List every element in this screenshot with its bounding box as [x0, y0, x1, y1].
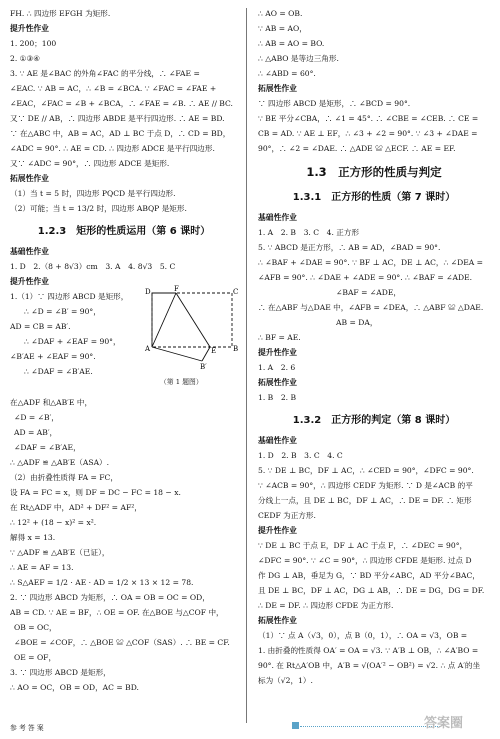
brace-line: ∠D = ∠B′， [14, 413, 59, 422]
segment-ab-prime [152, 347, 202, 361]
figure-block [10, 285, 238, 395]
text-line: 1. A 2. B 3. C 4. 正方形 [258, 228, 360, 237]
subheading: 拓展性作业 [258, 84, 297, 93]
text-line: 分线上一点，且 DE ⊥ BC，DF ⊥ AC，∴ DE = DF. ∴ 矩形 [258, 496, 472, 505]
section-title: 1.3.1 正方形的性质（第 7 课时） [292, 192, 456, 203]
column-divider [246, 8, 247, 723]
section-title: 1.2.3 矩形的性质运用（第 6 课时） [37, 226, 211, 237]
text-line: 1. B 2. B [258, 393, 297, 402]
text-line: 2. ①③④ [10, 54, 41, 63]
subheading: 拓展性作业 [258, 378, 297, 387]
text-line: 在△ADF 和△AB′E 中， [10, 398, 93, 407]
text-line: 1. D 2.（8 + 8√3）cm 3. A 4. 8√3 5. C [10, 262, 176, 271]
text-line: ∴ AB = AO = BO. [258, 39, 325, 48]
footer-dotted-rule [300, 726, 440, 727]
text-line: ∠EAC，∠FAC = ∠B + ∠BCA，∴ ∠FAE = ∠B. ∴ AE // BC. [10, 99, 233, 108]
text-line: AD = CB = AB′. [10, 322, 71, 331]
left-column [10, 6, 238, 695]
text-line: CEDF 为正方形. [258, 511, 316, 520]
text-line: 且 DE ⊥ BC，DF ⊥ AC，DG ⊥ AB，∴ DE = DG，DG = DF. [258, 586, 485, 595]
rectangle-fold-diagram [142, 285, 238, 377]
chapter-title: 1.3 正方形的性质与判定 [306, 165, 442, 179]
text-line: ∵ BE 平分∠CBA，∴ ∠1 = 45°. ∴ ∠CBE = ∠CEB. ∴ CE = [258, 114, 479, 123]
text-line: ∴ S△AEF = 1/2 · AE · AD = 1/2 × 13 × 12 = 78. [10, 578, 194, 587]
text-line: ∴ 12² + (18 − x)² = x². [10, 518, 97, 527]
text-line: FH. ∴ 四边形 EFGH 为矩形. [10, 9, 111, 18]
text-line: ∴ ∠DAF + ∠EAF = 90°， [24, 337, 121, 346]
brace-line: ∠BAF = ∠ADE， [336, 288, 401, 297]
text-line: 又∵ DE // AB，∴ 四边形 ABDE 是平行四边形. ∴ AE = BD. [10, 114, 225, 123]
subheading: 提升性作业 [10, 277, 49, 286]
text-line: ∵ 在△ABC 中，AB = AC，AD ⊥ BC 于点 D，∴ CD = BD， [10, 129, 231, 138]
text-line: 90°，∴ ∠2 = ∠DAE. ∴ △ADE ≌ △ECF. ∴ AE = EF. [258, 144, 456, 153]
text-line: 90°. 在 Rt△A′OB 中，A′B = √(OA′² − OB²) = √2. ∴ 点 A′的坐 [258, 661, 481, 670]
text-line: （1）∵ 点 A（√3，0），点 B（0，1），∴ OA = √3，OB = [258, 631, 468, 640]
label-b-prime: B′ [200, 363, 207, 371]
brace-line: AB = DA， [336, 318, 378, 327]
text-line: 又∵ ∠ADC = 90°，∴ 四边形 ADCE 是矩形. [10, 159, 170, 168]
label-f: F [174, 285, 179, 293]
text-line: 5. ∵ ABCD 是正方形，∴ AB = AD，∠BAD = 90°. [258, 243, 441, 252]
text-line: 1. D 2. B 3. C 4. C [258, 451, 343, 460]
brace-line: OB = OC， [14, 623, 57, 632]
text-line: ∴ ∠ABD = 60°. [258, 69, 316, 78]
brace-line: AD = AB′， [14, 428, 58, 437]
segment-b-prime-e [202, 347, 210, 361]
subheading: 提升性作业 [10, 24, 49, 33]
right-column [258, 6, 490, 688]
text-line: 1.（1）∵ 四边形 ABCD 是矩形， [10, 292, 129, 301]
text-line: 3. ∵ 四边形 ABCD 是矩形， [10, 668, 111, 677]
text-line: 设 FA = FC = x，则 DF = DC − FC = 18 − x. [10, 488, 181, 497]
text-line: ∠EAC. ∵ AB = AC，∴ ∠B = ∠BCA. ∵ ∠FAC = ∠FAE + [10, 84, 217, 93]
text-line: 作 DG ⊥ AB，垂足为 G，∵ BD 平分∠ABC，AD 平分∠BAC， [258, 571, 480, 580]
text-line: ∴ ∠D = ∠B′ = 90°， [24, 307, 101, 316]
text-line: 2. ∵ 四边形 ABCD 为矩形，∴ OA = OB = OC = OD， [10, 593, 210, 602]
text-line: 5. ∵ DE ⊥ BC，DF ⊥ AC，∴ ∠CED = 90°，∠DFC = 90°. [258, 466, 474, 475]
text-line: ∵ △ADF ≌ △AB′E（已证）， [10, 548, 110, 557]
label-a: A [145, 345, 151, 353]
text-line: ∴ AO = OB. [258, 9, 303, 18]
label-b: B [233, 345, 238, 353]
text-line: 在 Rt△ADF 中，AD² + DF² = AF²， [10, 503, 142, 512]
text-line: ∠ADC = 90°. ∴ AE = CD. ∴ 四边形 ADCE 是平行四边形. [10, 144, 215, 153]
brace-line: ∠BOE = ∠COF，∴ △BOE ≌ △COF（SAS）. ∴ BE = CF. [14, 638, 230, 647]
text-line: ∠DFC = 90°. ∵ ∠C = 90°，∴ 四边形 CFDE 是矩形. 过点 D [258, 556, 472, 565]
subheading: 拓展性作业 [10, 174, 49, 183]
text-line: CB = AD. ∵ AE ⊥ EF，∴ ∠3 + ∠2 = 90°. ∵ ∠3 + ∠DAE = [258, 129, 478, 138]
text-line: 1. 200；100 [10, 39, 57, 48]
watermark: 答案圈 [424, 716, 464, 731]
text-line: ∴ AE = AF = 13. [10, 563, 74, 572]
brace-line: OE = OF， [14, 653, 57, 662]
segment-af [152, 293, 176, 347]
label-e: E [211, 347, 217, 355]
text-line: 解得 x = 13. [10, 533, 56, 542]
subheading: 基础性作业 [258, 436, 297, 445]
text-line: 1. A 2. 6 [258, 363, 296, 372]
text-line: ∴ DE = DF. ∴ 四边形 CFDE 为正方形. [258, 601, 394, 610]
text-line: ∵ 四边形 ABCD 是矩形，∴ ∠BCD = 90°. [258, 99, 411, 108]
text-line: 3. ∵ AE 是∠BAC 的外角∠FAC 的平分线，∴ ∠FAE = [10, 69, 200, 78]
label-d: D [145, 288, 151, 296]
text-line: ∴ △ABO 是等边三角形. [258, 54, 339, 63]
text-line: ∴ BF = AE. [258, 333, 301, 342]
text-line: AB = CD. ∵ AE = BF，∴ OE = OF. 在△BOE 与△COF 中， [10, 608, 224, 617]
fold-line-fe [176, 293, 210, 347]
text-line: ∴ AO = OC，OB = OD，AC = BD. [10, 683, 139, 692]
brace-line: ∠DAF = ∠B′AE， [14, 443, 81, 452]
subheading: 提升性作业 [258, 348, 297, 357]
text-line: ∠AFB = 90°. ∴ ∠DAE + ∠ADE = 90°. ∴ ∠BAF = ∠ADE. [258, 273, 473, 282]
text-line: （1）当 t = 5 时，四边形 PQCD 是平行四边形. [10, 189, 176, 198]
text-line: 标为（√2，1）. [258, 676, 313, 685]
text-line: （2）可能；当 t = 13/2 时，四边形 ABQP 是矩形. [10, 204, 187, 213]
label-c: C [233, 288, 238, 296]
subheading: 提升性作业 [258, 526, 297, 535]
subheading: 基础性作业 [10, 247, 49, 256]
text-line: ∴ ∠DAF = ∠B′AE. [24, 367, 93, 376]
section-title: 1.3.2 正方形的判定（第 8 课时） [292, 415, 456, 426]
subheading: 拓展性作业 [258, 616, 297, 625]
text-line: 1. 由折叠的性质得 OA′ = OA = √3. ∵ A′B ⊥ OB，∴ ∠A′BO = [258, 646, 479, 655]
figure-caption: （第 1 题图） [160, 378, 203, 386]
text-line: ∴ 在△ABF 与△DAE 中，∠AFB = ∠DEA，∴ △ABF ≌ △DAE. [258, 303, 484, 312]
text-line: ∵ ∠ACB = 90°，∴ 四边形 CEDF 为矩形. ∵ D 是∠ACB 的平 [258, 481, 473, 490]
text-line: （2）由折叠性质得 FA = FC， [10, 473, 118, 482]
page-marker-icon [292, 722, 299, 729]
text-line: ∠B′AE + ∠EAF = 90°. [10, 352, 96, 361]
text-line: ∴ ∠BAF + ∠DAE = 90°. ∵ BF ⊥ AC，DE ⊥ AC，∴ ∠DEA = [258, 258, 484, 267]
text-line: ∴ △ADF ≌ △AB′E（ASA）. [10, 458, 110, 467]
text-line: ∵ DE ⊥ BC 于点 E，DF ⊥ AC 于点 F，∴ ∠DEC = 90°， [258, 541, 468, 550]
subheading: 基础性作业 [258, 213, 297, 222]
page-footer: 参 考 答 案 [10, 724, 44, 732]
text-line: ∵ AB = AO， [258, 24, 307, 33]
